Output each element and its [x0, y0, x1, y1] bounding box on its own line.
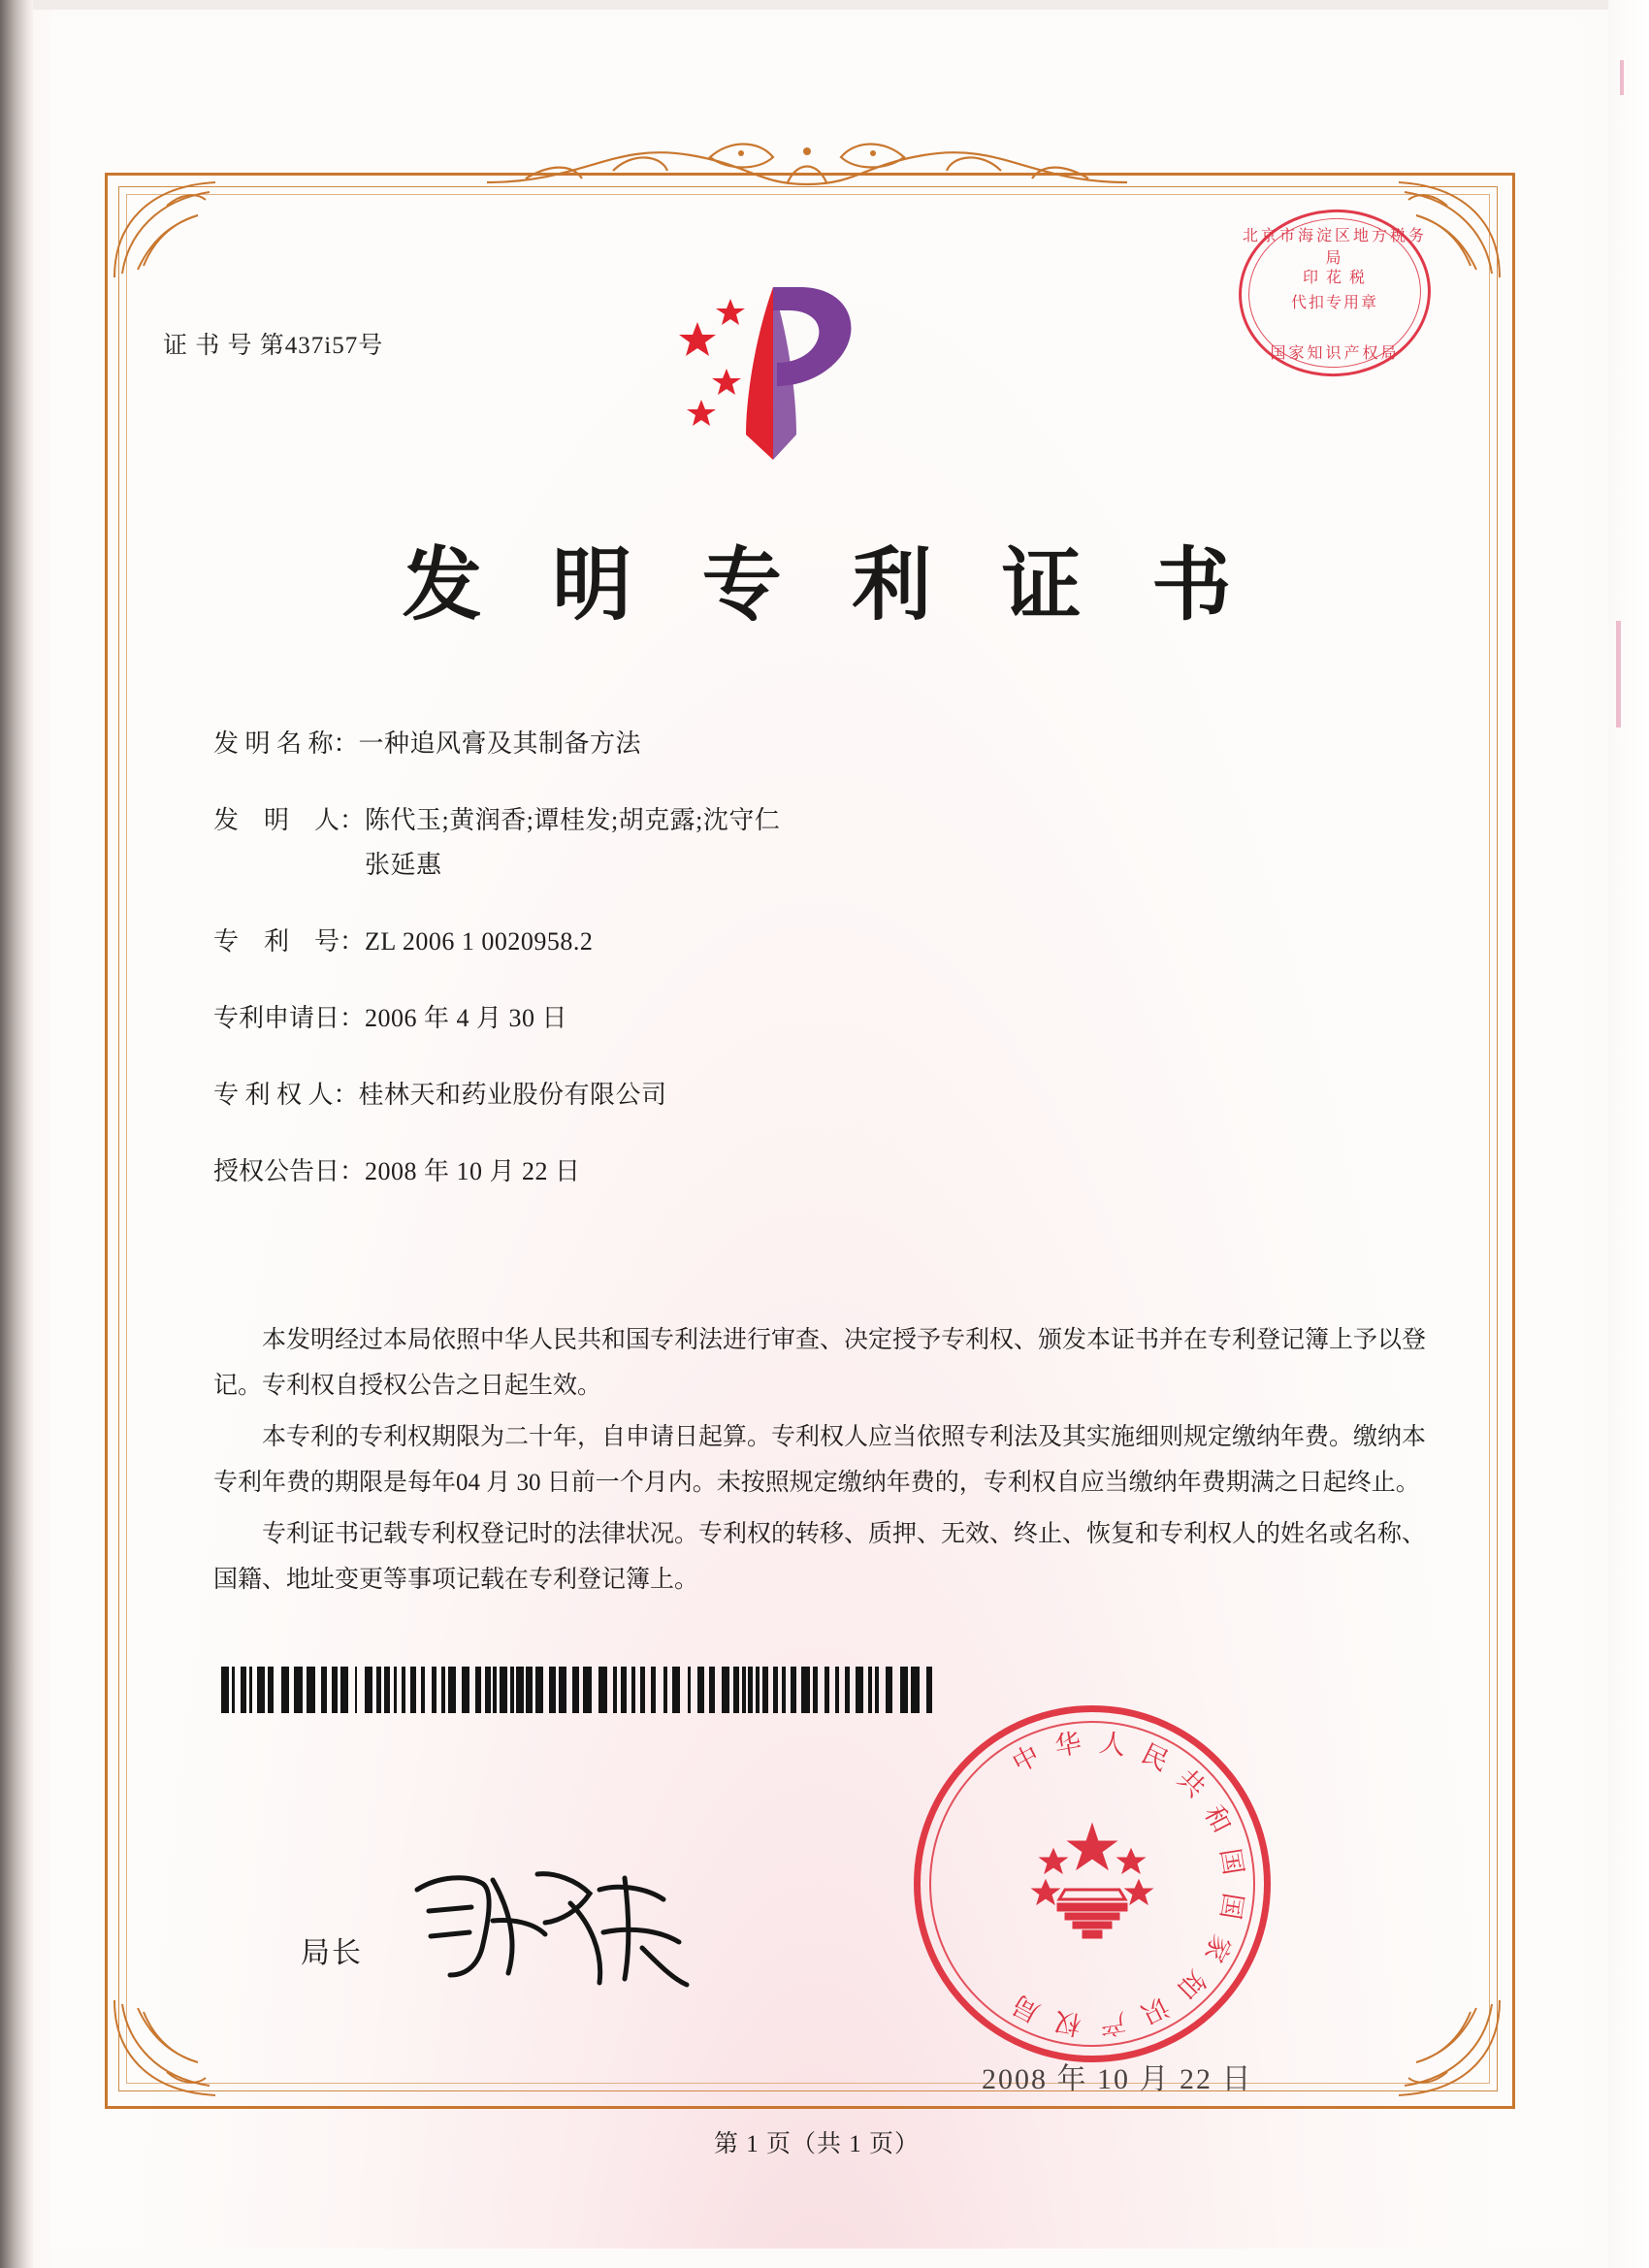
barcode-bar	[535, 1667, 543, 1713]
field-label: 专利申请日：	[213, 1004, 366, 1032]
field-value: 2006 年 4 月 30 日	[365, 1004, 568, 1032]
barcode-gap	[691, 1667, 697, 1713]
seal-char: 产	[1097, 2007, 1128, 2040]
seal-char: 国	[1214, 1846, 1248, 1877]
barcode-bar	[340, 1667, 348, 1713]
seal-char: 华	[1052, 1728, 1083, 1762]
barcode-gap	[818, 1667, 824, 1713]
seal-char: 和	[1198, 1800, 1237, 1838]
barcode-bar	[221, 1667, 229, 1713]
field-application-date	[213, 1000, 1436, 1037]
tax-stamp-line1: 印 花 税	[1302, 270, 1367, 286]
barcode-bar	[516, 1667, 524, 1713]
barcode-bar	[856, 1667, 863, 1713]
barcode-gap	[357, 1667, 365, 1713]
barcode-bar	[500, 1667, 507, 1713]
barcode-gap	[879, 1667, 886, 1713]
seal-char: 局	[1007, 1989, 1045, 2028]
barcode-bar	[572, 1667, 579, 1713]
barcode-gap	[592, 1667, 598, 1713]
body-paragraph: 专利证书记载专利权登记时的法律状况。专利权的转移、质押、无效、终止、恢复和专利权人的姓名或名称、国籍、地址变更等事项记载在专利登记簿上。	[213, 1521, 1427, 1593]
seal-char: 民	[1137, 1738, 1174, 1777]
director-signature	[400, 1851, 700, 2006]
ornament-top-center	[468, 122, 1147, 200]
field-patent-number	[213, 923, 1436, 960]
barcode-bar	[559, 1667, 566, 1713]
tax-stamp	[1239, 210, 1431, 376]
field-value: 一种追风膏及其制备方法	[358, 729, 642, 758]
seal-char: 人	[1097, 1728, 1128, 1761]
page-top-edge	[33, 0, 1608, 10]
page-right-edge	[1608, 0, 1649, 2268]
barcode-bar	[307, 1667, 315, 1713]
certificate-paper	[50, 17, 1583, 2249]
field-patentee	[213, 1077, 1436, 1114]
barcode-bar	[448, 1667, 456, 1713]
field-value: ZL 2006 1 0020958.2	[365, 927, 594, 956]
barcode-bar	[365, 1667, 372, 1713]
barcode-bar	[583, 1667, 592, 1713]
tax-stamp-line2: 代扣专用章	[1290, 295, 1378, 311]
field-label: 发 明 人：	[213, 806, 366, 834]
barcode-bar	[294, 1667, 303, 1713]
barcode-gap	[315, 1667, 322, 1713]
field-value-continued: 张延惠	[365, 851, 442, 879]
page-title: 发 明 专 利 证 书	[402, 541, 1257, 630]
certificate-number: 证 书 号 第437i57号	[163, 333, 384, 359]
field-label: 授权公告日：	[213, 1157, 366, 1185]
field-value: 陈代玉;黄润香;谭桂发;胡克露;沈守仁	[365, 806, 781, 834]
barcode-bar	[900, 1667, 908, 1713]
barcode-bar	[672, 1667, 680, 1713]
barcode-bar	[281, 1667, 289, 1713]
body-paragraph: 本专利的专利权期限为二十年，自申请日起算。专利权人应当依照专利法及其实施细则规定缴纳年费。缴纳本专利年费的期限是每年04 月 30 日前一个月内。未按照规定缴纳年费的，专利权自应当缴纳年费期满之日起终止。	[213, 1424, 1427, 1496]
barcode-gap	[274, 1667, 281, 1713]
body-paragraph: 本发明经过本局依照中华人民共和国专利法进行审查、决定授予专利权、颁发本证书并在专利登记簿上予以登记。专利权自授权公告之日起生效。	[213, 1327, 1427, 1399]
seal-date: 2008 年 10 月 22 日	[982, 2063, 1253, 2095]
barcode-gap	[715, 1667, 722, 1713]
field-inventors	[213, 802, 1436, 884]
page-binding-shadow	[0, 0, 33, 2268]
field-value: 2008 年 10 月 22 日	[365, 1157, 581, 1185]
certificate-fields	[213, 726, 1436, 1230]
barcode-gap	[680, 1667, 688, 1713]
barcode-gap	[425, 1667, 432, 1713]
barcode-gap	[566, 1667, 573, 1713]
barcode-bar	[801, 1667, 810, 1713]
seal-char: 中	[1007, 1739, 1045, 1779]
tax-stamp-arc-bottom: 国家知识产权局	[1270, 345, 1400, 362]
field-grant-publication-date	[213, 1153, 1436, 1190]
scan-artifact-mark	[1616, 621, 1621, 728]
seal-char: 识	[1137, 1991, 1174, 2029]
field-value: 桂林天和药业股份有限公司	[358, 1081, 667, 1109]
seal-char: 国	[1214, 1891, 1248, 1922]
barcode-bar	[462, 1667, 469, 1713]
barcode-gap	[656, 1667, 663, 1713]
national-ip-office-seal	[914, 1705, 1271, 2062]
scan-artifact-mark	[1620, 60, 1624, 95]
barcode-bar	[526, 1667, 533, 1713]
barcode-bar	[697, 1667, 705, 1713]
barcode	[221, 1667, 939, 1713]
barcode-bar	[886, 1667, 893, 1713]
seal-char: 共	[1172, 1764, 1212, 1803]
field-label: 发 明 名 称：	[213, 729, 359, 758]
barcode-bar	[722, 1667, 729, 1713]
seal-char: 家	[1198, 1929, 1237, 1967]
field-invention-title	[213, 726, 1436, 762]
national-emblem-icon	[1015, 1806, 1170, 1961]
sipo-logo	[676, 279, 899, 464]
barcode-bar	[549, 1667, 556, 1713]
field-label: 专 利 权 人：	[213, 1081, 359, 1109]
director-label: 局长	[301, 1937, 363, 1969]
field-label: 专 利 号：	[213, 927, 366, 956]
barcode-bar	[257, 1667, 265, 1713]
seal-char: 权	[1052, 2006, 1083, 2040]
page-footer: 第 1 页（共 1 页）	[713, 2131, 920, 2157]
certificate-body	[213, 1317, 1426, 1608]
tax-stamp-arc-top: 北京市海淀区地方税务局	[1242, 228, 1427, 267]
barcode-bar	[598, 1667, 607, 1713]
barcode-gap	[892, 1667, 900, 1713]
seal-char: 知	[1172, 1964, 1212, 2004]
barcode-gap	[348, 1667, 355, 1713]
